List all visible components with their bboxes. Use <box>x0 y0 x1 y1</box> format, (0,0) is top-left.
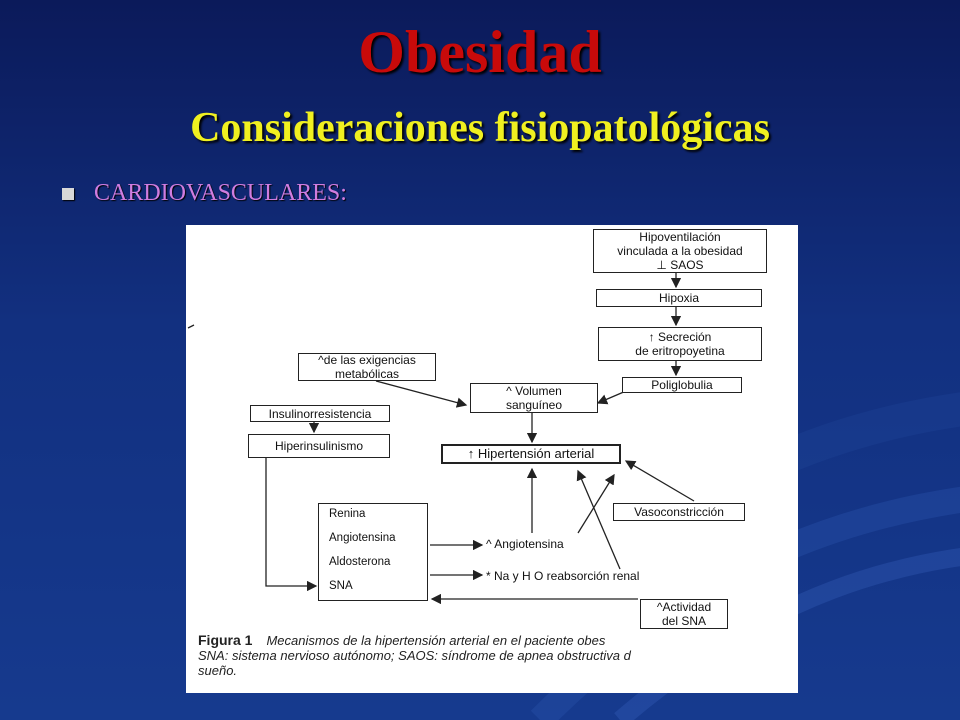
ras-item-renina: Renina <box>329 508 366 520</box>
arrow-hiperinsulinismo-sna <box>266 458 316 586</box>
node-hipertension: ↑ Hipertensión arterial <box>441 444 621 464</box>
slide-title: Obesidad <box>358 19 602 85</box>
label-reabsorcion: * Na y H O reabsorción renal <box>486 569 640 583</box>
arrow-vasoconstriccion-hipertension <box>626 461 694 501</box>
figure-diagram <box>186 225 798 693</box>
node-hipoventilacion: Hipoventilación vinculada a la obesidad ⊥ SAOS <box>593 229 767 273</box>
edge-fragment-mark <box>188 325 194 328</box>
node-vasoconstriccion: Vasoconstricción <box>613 503 745 521</box>
ras-item-sna: SNA <box>329 580 353 592</box>
bullet-text: CARDIOVASCULARES: <box>94 180 347 206</box>
caption-figure-label: Figura 1 <box>198 632 253 648</box>
node-actividad-sna: ^Actividad del SNA <box>640 599 728 629</box>
caption-line-3: sueño. <box>198 663 238 678</box>
node-insulinorresistencia: Insulinorresistencia <box>250 405 390 422</box>
label-angiotensina-up: ^ Angiotensina <box>486 537 564 551</box>
bullet-item <box>62 180 347 207</box>
ras-item-aldosterona: Aldosterona <box>329 556 391 568</box>
node-hiperinsulinismo: Hiperinsulinismo <box>248 434 390 458</box>
slide-subtitle: Consideraciones fisiopatológicas <box>190 105 770 151</box>
arrow-exigencias-volumen <box>376 381 466 405</box>
node-volumen: ^ Volumen sanguíneo <box>470 383 598 413</box>
ras-item-angiotensina: Angiotensina <box>329 532 396 544</box>
node-exigencias: ^de las exigencias metabólicas <box>298 353 436 381</box>
node-ras-group <box>318 503 428 601</box>
bullet-marker-icon <box>62 188 74 200</box>
node-poliglobulia: Poliglobulia <box>622 377 742 393</box>
node-secrecion: ↑ Secreción de eritropoyetina <box>598 327 762 361</box>
caption-line-2: SNA: sistema nervioso autónomo; SAOS: síndrome de apnea obstructiva d <box>198 648 631 663</box>
node-hipoxia: Hipoxia <box>596 289 762 307</box>
caption-line-1: Mecanismos de la hipertensión arterial en el paciente obes <box>266 633 606 648</box>
figure-caption <box>198 633 796 678</box>
